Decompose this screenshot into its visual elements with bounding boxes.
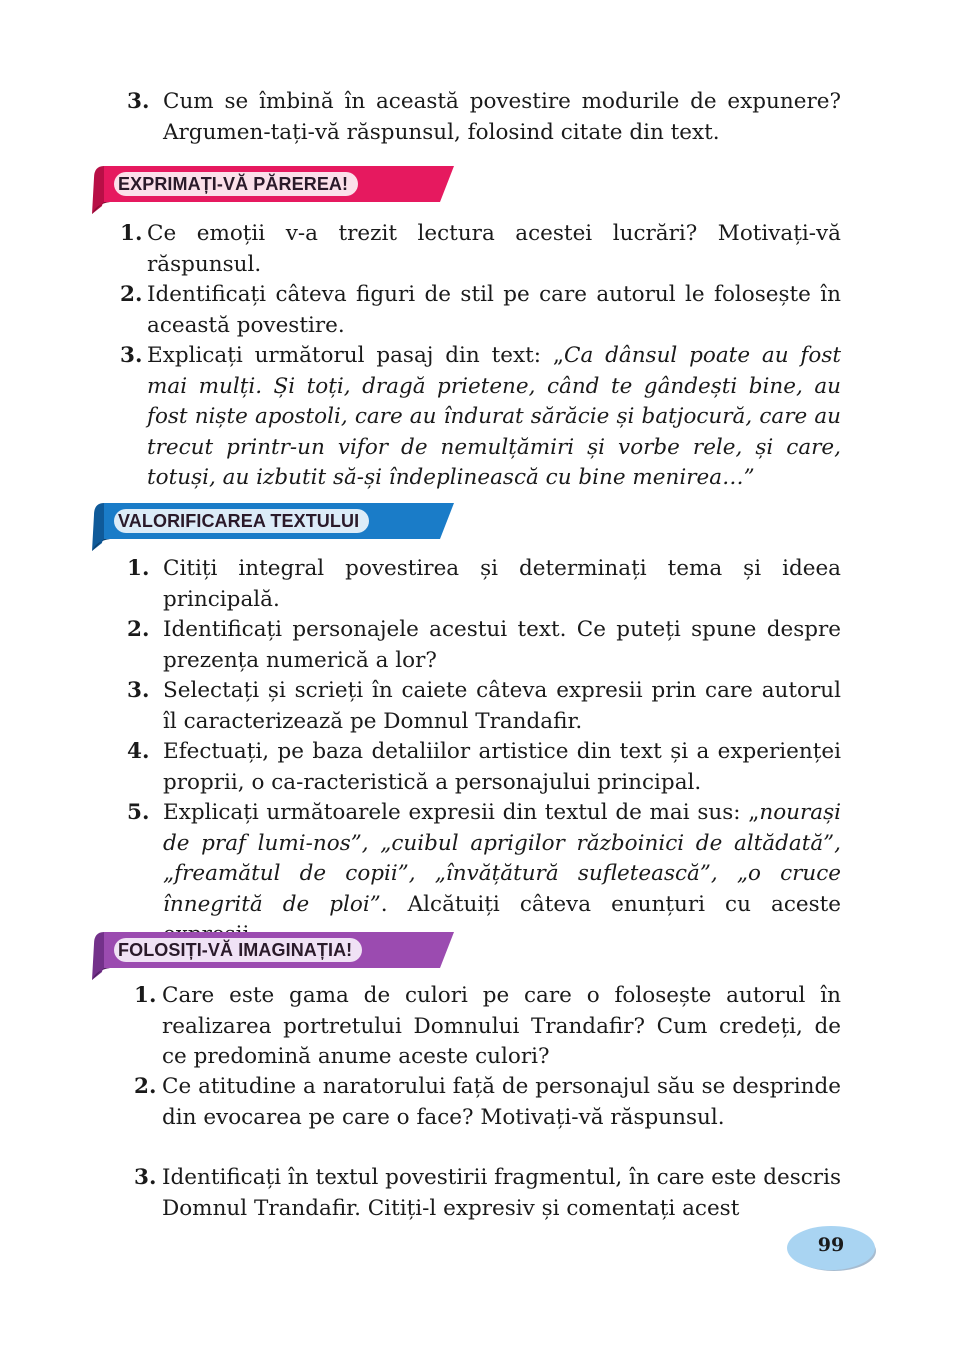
question-number: 2. [134, 1074, 157, 1099]
section-title: VALORIFICAREA TEXTULUI [114, 509, 369, 533]
page-number-badge [786, 1222, 880, 1276]
question-text: Cum se îmbină în această povestire modurile de expunere? Argumen-tați-vă răspunsul, folosind citate din text. [163, 89, 841, 145]
question-number: 3. [120, 343, 143, 368]
question-text [163, 798, 841, 951]
question-text: Care este gama de culori pe care o folosește autorul în realizarea portretului Domnului Trandafir? Cum credeți, de ce predomină anume aceste culori? [162, 983, 841, 1069]
question-number: 5. [127, 800, 150, 825]
question-item [0, 737, 841, 798]
question-item [0, 798, 841, 951]
question-number: 2. [120, 282, 143, 307]
question-quote: Ca dânsul poate au fost mai mulți. Și toți, dragă prietene, când te gândești bine, au fost niște apostoli, care au îndurat sărăcie și batjocură, care au trecut printr-un vifor de nemulțămiri și vorbe rele, și care, totuși, au izbutit să-și îndeplinească cu bine menirea…” [147, 343, 841, 490]
page-number: 99 [817, 1234, 845, 1256]
question-text: Identificați în textul povestirii fragmentul, în care este descris Domnul Trandafir. Citiți-l expresiv și comentați acest [162, 1165, 841, 1221]
section-banner-exprimati [90, 164, 456, 216]
question-item [0, 219, 841, 280]
question-text: Selectați și scrieți în caiete câteva expresii prin care autorul îl caracterizează pe Domnul Trandafir. [163, 678, 841, 734]
question-item [0, 981, 841, 1073]
question-number: 2. [127, 617, 150, 642]
question-lead: Explicați următoarele expresii din textul de mai sus: „ [163, 800, 760, 825]
question-text: Efectuați, pe baza detaliilor artistice din text și a experienței proprii, o ca-racteristică a personajului principal. [163, 739, 841, 795]
question-text: Identificați personajele acestui text. Ce puteți spune despre prezența numerică a lor? [163, 617, 841, 673]
section-banner-valorificarea [90, 501, 456, 553]
question-quote: nourași de praf lumi-nos”, „cuibul aprigilor războinici de altădată”, „freamătul de copii”, „învățătură sufletească”, „o cruce înnegrită de ploi” [163, 800, 841, 917]
question-number: 3. [127, 89, 150, 114]
section-title: EXPRIMAȚI-VĂ PĂREREA! [114, 172, 358, 196]
question-item [0, 1163, 841, 1224]
intro-question [0, 87, 841, 148]
question-item [0, 676, 841, 737]
question-item [0, 615, 841, 676]
question-number: 1. [127, 556, 150, 581]
question-text: Ce atitudine a naratorului față de personajul său se desprinde din evocarea pe care o face? Motivați-vă răspunsul. [162, 1074, 841, 1130]
section-title: FOLOSIȚI-VĂ IMAGINAȚIA! [114, 938, 362, 962]
question-number: 4. [127, 739, 150, 764]
question-number: 1. [134, 983, 157, 1008]
question-tail: . Alcătuiți câteva enunțuri cu aceste [380, 891, 841, 917]
section-banner-folositi [90, 930, 456, 982]
question-lead: Explicați următorul pasaj din text: „ [147, 343, 564, 368]
question-number: 1. [120, 221, 143, 246]
question-text: Citiți integral povestirea și determinați tema și ideea principală. [163, 556, 841, 612]
question-item [0, 280, 841, 341]
question-text: Ce emoții v-a trezit lectura acestei lucrări? Motivați-vă răspunsul. [147, 221, 841, 277]
question-item [0, 1072, 841, 1133]
question-number: 3. [127, 678, 150, 703]
question-number: 3. [134, 1165, 157, 1190]
question-text: Identificați câteva figuri de stil pe care autorul le folosește în această povestire. [147, 282, 841, 338]
question-item [0, 341, 841, 494]
question-item [0, 554, 841, 615]
question-text [147, 341, 841, 494]
